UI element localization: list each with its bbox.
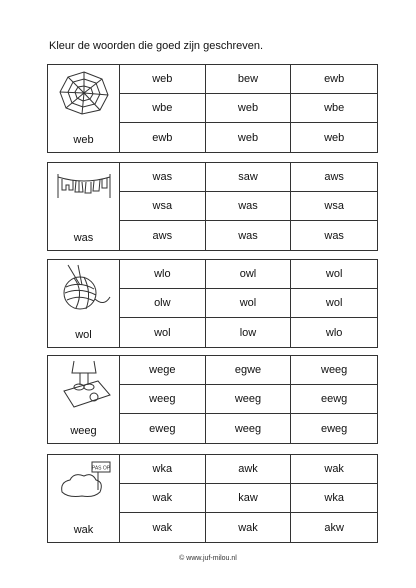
word-cell[interactable]: web	[206, 123, 292, 152]
picture-cell	[48, 356, 120, 443]
picture-cell	[48, 163, 120, 250]
word-cell[interactable]: wak	[206, 513, 292, 542]
picture-cell	[48, 455, 120, 542]
word-cell[interactable]: low	[206, 318, 292, 347]
word-cell[interactable]: kaw	[206, 484, 292, 513]
word-cell[interactable]: wol	[291, 260, 377, 289]
word-cell[interactable]: awk	[206, 455, 292, 484]
exercise-block-weeg	[47, 355, 378, 444]
target-word: was	[73, 232, 94, 244]
yarn-ball-icon	[54, 263, 114, 313]
word-cell[interactable]: akw	[324, 521, 344, 534]
word-cell[interactable]: ewb	[120, 123, 206, 152]
exercise-block-wol	[47, 259, 378, 348]
picture-cell	[48, 65, 120, 152]
word-cell[interactable]: wol	[120, 318, 206, 347]
word-cell[interactable]: olw	[120, 289, 206, 318]
word-grid	[120, 65, 377, 152]
word-cell[interactable]: aws	[120, 221, 206, 250]
word-cell[interactable]: wak	[120, 513, 206, 542]
word-cell[interactable]: eweg	[321, 422, 348, 435]
word-grid	[120, 455, 377, 542]
word-cell[interactable]: wak	[120, 484, 206, 513]
instruction-text: Kleur de woorden die goed zijn geschreven.	[49, 40, 264, 52]
word-cell[interactable]: was	[206, 221, 292, 250]
word-cell[interactable]: wak	[291, 455, 377, 484]
footer-credit: © www.juf-milou.nl	[179, 555, 237, 562]
word-cell[interactable]: wol	[206, 289, 292, 318]
word-cell[interactable]: wbe	[120, 94, 206, 123]
word-cell[interactable]: wlo	[120, 260, 206, 289]
laundry-line-icon	[54, 166, 114, 216]
word-cell[interactable]: weeg	[291, 356, 377, 385]
exercise-block-wak	[47, 454, 378, 543]
word-cell[interactable]: wege	[120, 356, 206, 385]
exercise-block-web	[47, 64, 378, 153]
word-cell[interactable]: wbe	[291, 94, 377, 123]
word-cell[interactable]: wsa	[120, 192, 206, 221]
word-cell[interactable]: weeg	[206, 414, 292, 443]
word-cell[interactable]: eewg	[291, 385, 377, 414]
word-grid	[120, 163, 377, 250]
picture-cell	[48, 260, 120, 347]
word-cell[interactable]: egwe	[206, 356, 292, 385]
snow-cloud-sign-icon	[54, 458, 114, 508]
word-cell[interactable]: weeg	[120, 385, 206, 414]
word-cell[interactable]: wsa	[291, 192, 377, 221]
bathroom-scale-icon	[54, 359, 114, 409]
sign-text: PAS OP	[91, 465, 111, 472]
word-cell[interactable]: web	[120, 65, 206, 94]
word-cell[interactable]: wlo	[325, 326, 343, 339]
target-word: wak	[73, 524, 94, 536]
word-cell[interactable]: saw	[206, 163, 292, 192]
word-cell[interactable]: was	[120, 163, 206, 192]
word-cell[interactable]: was	[206, 192, 292, 221]
word-cell[interactable]: ewb	[291, 65, 377, 94]
spider-web-icon	[54, 68, 114, 118]
target-word: web	[73, 134, 94, 146]
word-cell[interactable]: wol	[291, 289, 377, 318]
word-grid	[120, 260, 377, 347]
target-word: weeg	[70, 425, 97, 437]
word-grid	[120, 356, 377, 443]
word-cell[interactable]: was	[324, 229, 344, 242]
word-cell[interactable]: wka	[291, 484, 377, 513]
word-cell[interactable]: wka	[120, 455, 206, 484]
word-cell[interactable]: eweg	[120, 414, 206, 443]
word-cell[interactable]: web	[206, 94, 292, 123]
word-cell[interactable]: owl	[206, 260, 292, 289]
exercise-block-was	[47, 162, 378, 251]
word-cell[interactable]: weeg	[206, 385, 292, 414]
word-cell[interactable]: aws	[291, 163, 377, 192]
word-cell[interactable]: bew	[206, 65, 292, 94]
word-cell[interactable]: web	[324, 131, 345, 144]
target-word: wol	[75, 329, 92, 341]
